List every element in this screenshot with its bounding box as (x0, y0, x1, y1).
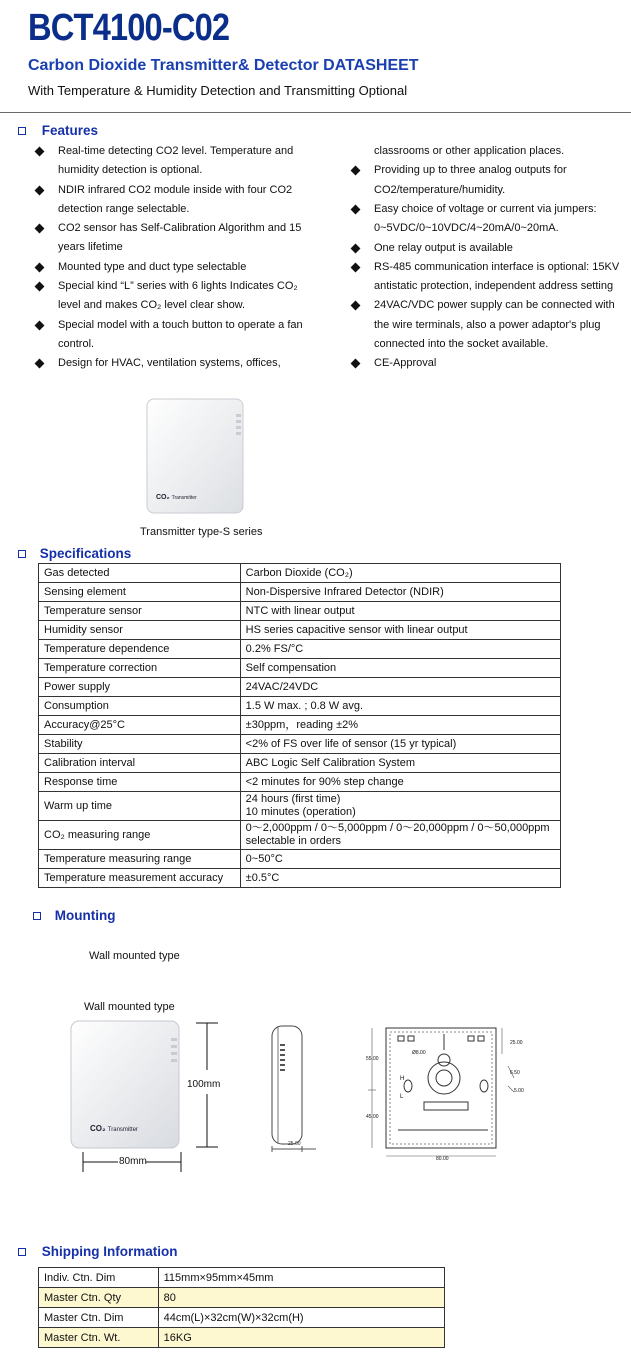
spec-label: Gas detected (39, 564, 241, 583)
spec-value: ABC Logic Self Calibration System (240, 754, 560, 773)
label-h: H (400, 1076, 405, 1082)
dim-25: 25.00 (510, 1040, 523, 1046)
spec-row (39, 792, 561, 821)
spec-value: <2 minutes for 90% step change (240, 773, 560, 792)
spec-label: Sensing element (39, 583, 241, 602)
spec-row (39, 659, 561, 678)
mounting-label-1: Wall mounted type (89, 950, 180, 962)
feature-text: humidity detection is optional. (58, 164, 203, 177)
spec-label: Temperature measuring range (39, 850, 241, 869)
specifications-table (38, 563, 561, 888)
diamond-bullet-icon (35, 359, 45, 369)
diamond-bullet-icon (35, 185, 45, 195)
diamond-bullet-icon (351, 204, 361, 214)
product-logo: CO₂ Transmitter (156, 494, 197, 501)
spec-row (39, 850, 561, 869)
tagline: With Temperature & Humidity Detection and Transmitting Optional (28, 83, 408, 98)
shipping-heading: Shipping Information (18, 1243, 178, 1261)
spec-row (39, 773, 561, 792)
spec-value: 0~50°C (240, 850, 560, 869)
feature-text: connected into the socket available. (374, 337, 549, 350)
datasheet-subtitle: Carbon Dioxide Transmitter& Detector DATASHEET (28, 57, 419, 74)
spec-label: Power supply (39, 678, 241, 697)
diamond-bullet-icon (351, 243, 361, 253)
feature-text: Special model with a touch button to operate a fan (58, 318, 303, 331)
features-right-list (352, 142, 627, 374)
feature-text: CO2/temperature/humidity. (374, 183, 506, 196)
shipping-label: Master Ctn. Wt. (39, 1328, 159, 1348)
spec-row (39, 716, 561, 735)
feature-text: CE-Approval (374, 357, 437, 370)
spec-label: Warm up time (39, 792, 241, 821)
feature-text: RS-485 communication interface is optional: 15KV (374, 260, 620, 273)
shipping-row (39, 1308, 445, 1328)
section-box-icon (18, 127, 26, 135)
feature-text: the wire terminals, also a power adaptor's plug (374, 318, 601, 331)
feature-text: One relay output is available (374, 241, 513, 254)
spec-row (39, 564, 561, 583)
spec-value: <2% of FS over life of sensor (15 yr typical) (240, 735, 560, 754)
diamond-bullet-icon (35, 282, 45, 292)
spec-value: NTC with linear output (240, 602, 560, 621)
feature-text: control. (58, 337, 95, 350)
shipping-value: 16KG (158, 1328, 444, 1348)
feature-text: Special kind “L” series with 6 lights Indicates CO₂ (58, 280, 298, 293)
back-plate-drawing (362, 1020, 532, 1162)
side-view-drawing (266, 1022, 322, 1152)
shipping-value: 115mm×95mm×45mm (158, 1268, 444, 1288)
mounting-heading: Mounting (33, 907, 116, 925)
spec-label: Temperature measurement accuracy (39, 869, 241, 888)
feature-text: 24VAC/VDC power supply can be connected with (374, 299, 615, 312)
spec-value: ±0.5°C (240, 869, 560, 888)
diamond-bullet-icon (351, 301, 361, 311)
shipping-table (38, 1267, 445, 1348)
spec-row (39, 754, 561, 773)
feature-text: Mounted type and duct type selectable (58, 260, 247, 273)
side-dim-label: 25.00 (288, 1141, 301, 1147)
feature-text: 0~5VDC/0~10VDC/4~20mA/0~20mA. (374, 222, 559, 235)
spec-label: Temperature correction (39, 659, 241, 678)
diamond-bullet-icon (35, 224, 45, 234)
dim-80: 80.00 (436, 1156, 449, 1162)
shipping-value: 44cm(L)×32cm(W)×32cm(H) (158, 1308, 444, 1328)
spec-label: CO₂ measuring range (39, 821, 241, 850)
spec-row (39, 602, 561, 621)
spec-value: ±30ppm，reading ±2% (240, 716, 560, 735)
dim-45: 45.00 (366, 1114, 379, 1120)
diamond-bullet-icon (351, 359, 361, 369)
mounting-label-2: Wall mounted type (84, 1001, 175, 1013)
features-heading: Features (18, 122, 98, 140)
spec-label: Temperature dependence (39, 640, 241, 659)
spec-label: Temperature sensor (39, 602, 241, 621)
feature-text: detection range selectable. (58, 202, 190, 215)
feature-text: CO2 sensor has Self-Calibration Algorithm and 15 (58, 222, 302, 235)
height-label: 100mm (187, 1079, 221, 1090)
spec-label: Consumption (39, 697, 241, 716)
header-rule (0, 112, 631, 113)
section-box-icon (18, 1248, 26, 1256)
spec-row (39, 583, 561, 602)
product-image (146, 398, 246, 516)
feature-text: Providing up to three analog outputs for (374, 164, 567, 177)
shipping-label: Master Ctn. Dim (39, 1308, 159, 1328)
spec-row (39, 821, 561, 850)
width-label: 80mm (119, 1156, 147, 1167)
dim-5: 5.00 (514, 1088, 524, 1094)
feature-text: Design for HVAC, ventilation systems, offices, (58, 357, 281, 370)
feature-text: Easy choice of voltage or current via jumpers: (374, 202, 597, 215)
label-l: L (400, 1094, 404, 1100)
shipping-label: Master Ctn. Qty (39, 1288, 159, 1308)
feature-continuation: classrooms or other application places. (374, 145, 565, 157)
shipping-label: Indiv. Ctn. Dim (39, 1268, 159, 1288)
dim-6-5: 6.50 (510, 1070, 520, 1076)
diamond-bullet-icon (351, 262, 361, 272)
diamond-bullet-icon (35, 147, 45, 157)
feature-text: level and makes CO₂ level clear show. (58, 299, 246, 312)
spec-value: 24VAC/24VDC (240, 678, 560, 697)
spec-label: Stability (39, 735, 241, 754)
spec-row (39, 697, 561, 716)
spec-row (39, 621, 561, 640)
spec-row (39, 678, 561, 697)
feature-text: Real-time detecting CO2 level. Temperature and (58, 145, 294, 157)
spec-label: Humidity sensor (39, 621, 241, 640)
spec-value: 1.5 W max. ; 0.8 W avg. (240, 697, 560, 716)
shipping-row (39, 1328, 445, 1348)
spec-value: 0～2,000ppm / 0～5,000ppm / 0～20,000ppm / 0～50,000ppm selectable in orders (240, 821, 560, 850)
model-title: BCT4100-C02 (28, 7, 230, 49)
dim-55: 55.00 (366, 1056, 379, 1062)
section-box-icon (18, 550, 26, 558)
diamond-bullet-icon (35, 320, 45, 330)
spec-value: 24 hours (first time) 10 minutes (operation) (240, 792, 560, 821)
spec-value: Self compensation (240, 659, 560, 678)
spec-row (39, 735, 561, 754)
spec-row (39, 869, 561, 888)
shipping-row (39, 1288, 445, 1308)
spec-label: Accuracy@25°C (39, 716, 241, 735)
shipping-value: 80 (158, 1288, 444, 1308)
spec-value: 0.2% FS/°C (240, 640, 560, 659)
product-caption: Transmitter type-S series (140, 526, 263, 538)
front-logo: CO₂ Transmitter (90, 1124, 138, 1133)
section-box-icon (33, 912, 41, 920)
feature-text: antistatic protection, independent address setting (374, 280, 614, 293)
feature-text: years lifetime (58, 241, 123, 254)
spec-row (39, 640, 561, 659)
feature-text: NDIR infrared CO2 module inside with four CO2 (58, 183, 293, 196)
spec-value: Non-Dispersive Infrared Detector (NDIR) (240, 583, 560, 602)
features-left-list (36, 142, 336, 374)
specifications-heading: Specifications (18, 545, 131, 563)
dim-hole: Ø8.00 (412, 1050, 426, 1056)
front-view (70, 1020, 182, 1150)
spec-label: Response time (39, 773, 241, 792)
spec-label: Calibration interval (39, 754, 241, 773)
diamond-bullet-icon (35, 262, 45, 272)
shipping-row (39, 1268, 445, 1288)
spec-value: Carbon Dioxide (CO₂) (240, 564, 560, 583)
diamond-bullet-icon (351, 166, 361, 176)
spec-value: HS series capacitive sensor with linear output (240, 621, 560, 640)
